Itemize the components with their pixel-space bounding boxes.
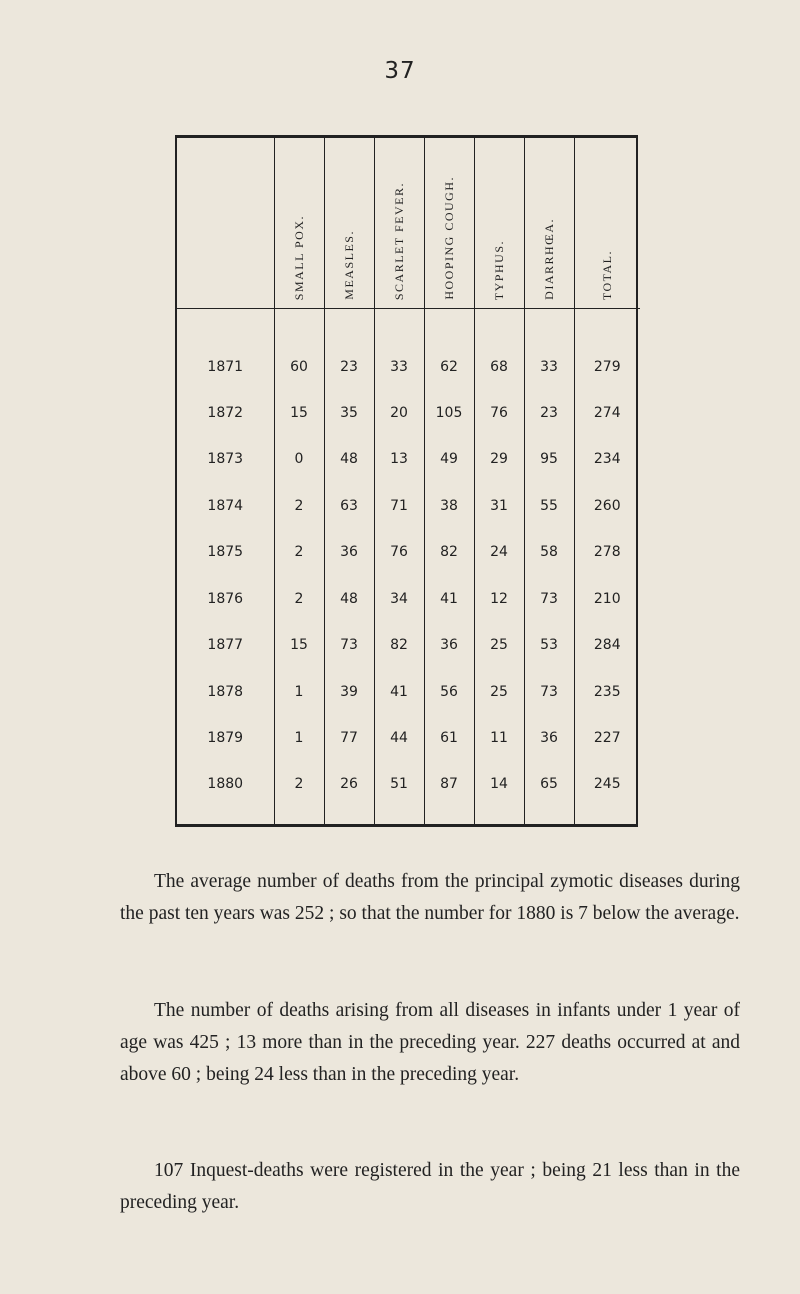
table-row bbox=[177, 576, 640, 622]
value-cell: 234 bbox=[574, 436, 640, 482]
value-cell: 25 bbox=[474, 622, 524, 668]
value-cell: 65 bbox=[524, 761, 574, 807]
header-diarrhoea: DIARRHŒA. bbox=[524, 138, 574, 309]
table-spacer bbox=[177, 309, 640, 344]
value-cell: 15 bbox=[274, 622, 324, 668]
value-cell: 33 bbox=[374, 343, 424, 389]
value-cell: 63 bbox=[324, 483, 374, 529]
value-cell: 2 bbox=[274, 483, 324, 529]
value-cell: 23 bbox=[524, 390, 574, 436]
header-total: TOTAL. bbox=[574, 138, 640, 309]
year-cell: 1879 bbox=[207, 730, 244, 747]
value-cell: 245 bbox=[574, 761, 640, 807]
value-cell: 15 bbox=[274, 390, 324, 436]
year-cell: 1877 bbox=[207, 637, 244, 654]
value-cell: 36 bbox=[524, 715, 574, 761]
year-cell: 1875 bbox=[207, 544, 244, 561]
value-cell: 105 bbox=[424, 390, 474, 436]
value-cell: 26 bbox=[324, 761, 374, 807]
year-cell: 1874 bbox=[207, 497, 244, 514]
value-cell: 36 bbox=[324, 529, 374, 575]
year-cell: 1876 bbox=[207, 590, 244, 607]
value-cell: 48 bbox=[324, 576, 374, 622]
table-row bbox=[177, 343, 640, 389]
value-cell: 55 bbox=[524, 483, 574, 529]
value-cell: 53 bbox=[524, 622, 574, 668]
value-cell: 31 bbox=[474, 483, 524, 529]
value-cell: 73 bbox=[524, 668, 574, 714]
value-cell: 279 bbox=[574, 343, 640, 389]
value-cell: 41 bbox=[374, 668, 424, 714]
value-cell: 76 bbox=[474, 390, 524, 436]
value-cell: 82 bbox=[374, 622, 424, 668]
value-cell: 25 bbox=[474, 668, 524, 714]
value-cell: 13 bbox=[374, 436, 424, 482]
table-row bbox=[177, 761, 640, 807]
value-cell: 51 bbox=[374, 761, 424, 807]
value-cell: 33 bbox=[524, 343, 574, 389]
year-cell: 1873 bbox=[207, 451, 244, 468]
paragraph-infant-deaths: The number of deaths arising from all diseases in infants under 1 year of age was 425 ; 13 more than in the preceding year. 227 deaths occurred at and above 60 ; being 24 less than in the preceding year. bbox=[120, 1000, 740, 1085]
header-small-pox: SMALL POX. bbox=[274, 138, 324, 309]
value-cell: 71 bbox=[374, 483, 424, 529]
table-row bbox=[177, 668, 640, 714]
value-cell: 73 bbox=[524, 576, 574, 622]
value-cell: 95 bbox=[524, 436, 574, 482]
value-cell: 274 bbox=[574, 390, 640, 436]
table-row bbox=[177, 483, 640, 529]
header-year bbox=[177, 138, 274, 309]
value-cell: 58 bbox=[524, 529, 574, 575]
value-cell: 36 bbox=[424, 622, 474, 668]
year-cell: 1871 bbox=[207, 358, 244, 375]
table-row bbox=[177, 529, 640, 575]
value-cell: 235 bbox=[574, 668, 640, 714]
header-scarlet-fever: SCARLET FEVER. bbox=[374, 138, 424, 309]
header-hooping-cough: HOOPING COUGH. bbox=[424, 138, 474, 309]
year-cell: 1872 bbox=[207, 404, 244, 421]
value-cell: 73 bbox=[324, 622, 374, 668]
value-cell: 44 bbox=[374, 715, 424, 761]
value-cell: 23 bbox=[324, 343, 374, 389]
value-cell: 56 bbox=[424, 668, 474, 714]
value-cell: 76 bbox=[374, 529, 424, 575]
header-typhus: TYPHUS. bbox=[474, 138, 524, 309]
zymotic-deaths-table bbox=[175, 135, 638, 827]
header-measles: MEASLES. bbox=[324, 138, 374, 309]
value-cell: 82 bbox=[424, 529, 474, 575]
value-cell: 11 bbox=[474, 715, 524, 761]
page-number: 37 bbox=[384, 58, 416, 84]
table-row bbox=[177, 715, 640, 761]
value-cell: 2 bbox=[274, 576, 324, 622]
value-cell: 2 bbox=[274, 529, 324, 575]
value-cell: 2 bbox=[274, 761, 324, 807]
value-cell: 49 bbox=[424, 436, 474, 482]
value-cell: 48 bbox=[324, 436, 374, 482]
value-cell: 284 bbox=[574, 622, 640, 668]
paragraph-inquest-deaths: 107 Inquest-deaths were registered in the year ; being 21 less than in the preceding year. bbox=[120, 1160, 740, 1213]
table-row bbox=[177, 622, 640, 668]
value-cell: 68 bbox=[474, 343, 524, 389]
value-cell: 34 bbox=[374, 576, 424, 622]
value-cell: 12 bbox=[474, 576, 524, 622]
value-cell: 20 bbox=[374, 390, 424, 436]
value-cell: 14 bbox=[474, 761, 524, 807]
paragraph-average-deaths: The average number of deaths from the principal zymotic diseases during the past ten years was 252 ; so that the number for 1880 is 7 below the average. bbox=[120, 871, 740, 924]
year-cell: 1880 bbox=[207, 776, 244, 793]
value-cell: 35 bbox=[324, 390, 374, 436]
value-cell: 1 bbox=[274, 715, 324, 761]
value-cell: 62 bbox=[424, 343, 474, 389]
value-cell: 38 bbox=[424, 483, 474, 529]
table-header-row bbox=[177, 138, 640, 309]
year-cell: 1878 bbox=[207, 683, 244, 700]
value-cell: 210 bbox=[574, 576, 640, 622]
value-cell: 24 bbox=[474, 529, 524, 575]
value-cell: 0 bbox=[274, 436, 324, 482]
table-spacer bbox=[177, 808, 640, 824]
value-cell: 1 bbox=[274, 668, 324, 714]
value-cell: 41 bbox=[424, 576, 474, 622]
table-row bbox=[177, 436, 640, 482]
value-cell: 77 bbox=[324, 715, 374, 761]
value-cell: 278 bbox=[574, 529, 640, 575]
value-cell: 29 bbox=[474, 436, 524, 482]
value-cell: 260 bbox=[574, 483, 640, 529]
value-cell: 87 bbox=[424, 761, 474, 807]
value-cell: 227 bbox=[574, 715, 640, 761]
value-cell: 60 bbox=[274, 343, 324, 389]
value-cell: 39 bbox=[324, 668, 374, 714]
value-cell: 61 bbox=[424, 715, 474, 761]
table-row bbox=[177, 390, 640, 436]
